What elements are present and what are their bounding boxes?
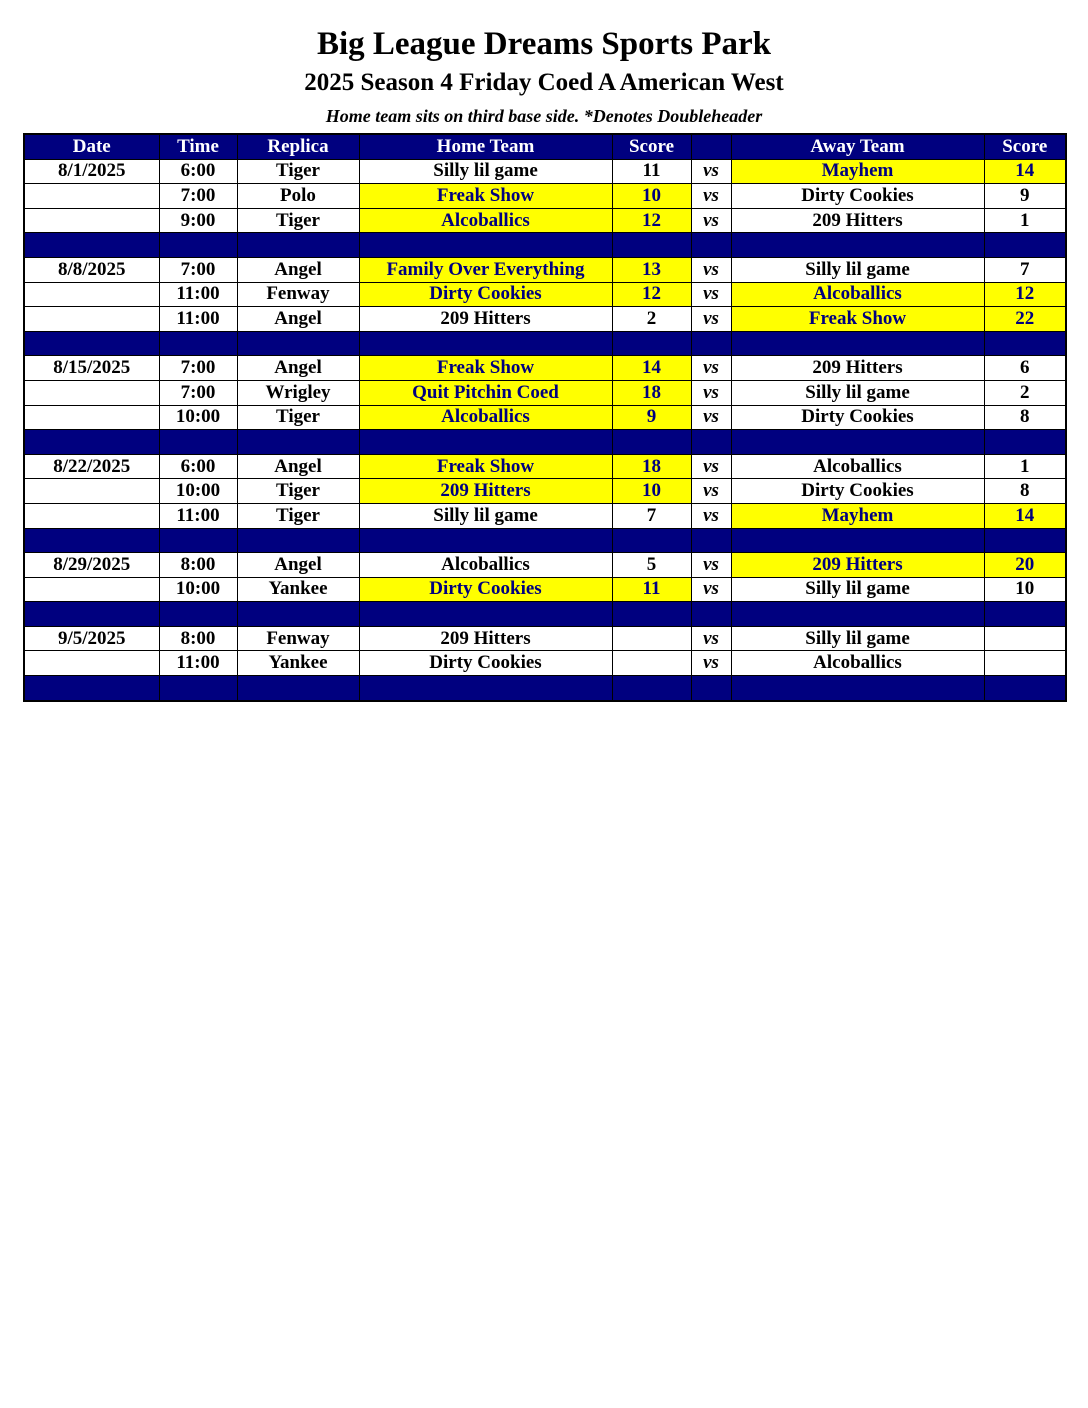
week-separator-row: [24, 331, 1066, 356]
col-header-time: Time: [159, 134, 237, 159]
separator-cell: [731, 233, 984, 258]
home-score: [612, 626, 691, 651]
vs-label: vs: [691, 257, 731, 282]
vs-label: vs: [691, 282, 731, 307]
home-team: 209 Hitters: [359, 479, 612, 504]
away-score: 20: [984, 553, 1066, 578]
game-date-empty: [24, 479, 159, 504]
week-separator-row: [24, 676, 1066, 701]
separator-cell: [24, 233, 159, 258]
away-score: 22: [984, 307, 1066, 332]
separator-cell: [691, 676, 731, 701]
home-score: 13: [612, 257, 691, 282]
home-score: 5: [612, 553, 691, 578]
game-date-empty: [24, 282, 159, 307]
separator-cell: [159, 331, 237, 356]
away-score: 9: [984, 184, 1066, 209]
vs-label: vs: [691, 208, 731, 233]
table-row: [24, 577, 1066, 602]
separator-cell: [159, 233, 237, 258]
table-row: [24, 159, 1066, 184]
vs-label: vs: [691, 405, 731, 430]
separator-cell: [159, 430, 237, 455]
separator-cell: [612, 430, 691, 455]
game-field: Fenway: [237, 282, 359, 307]
table-header-row: [24, 134, 1066, 159]
separator-cell: [612, 602, 691, 627]
home-score: 10: [612, 479, 691, 504]
col-header-date: Date: [24, 134, 159, 159]
game-date-empty: [24, 208, 159, 233]
game-time: 11:00: [159, 503, 237, 528]
separator-cell: [612, 331, 691, 356]
game-time: 7:00: [159, 356, 237, 381]
away-score: [984, 626, 1066, 651]
table-row: [24, 626, 1066, 651]
away-score: 14: [984, 159, 1066, 184]
separator-cell: [984, 430, 1066, 455]
separator-cell: [691, 430, 731, 455]
separator-cell: [612, 233, 691, 258]
game-time: 10:00: [159, 479, 237, 504]
game-field: Tiger: [237, 405, 359, 430]
home-score: 12: [612, 282, 691, 307]
game-field: Yankee: [237, 577, 359, 602]
table-row: [24, 553, 1066, 578]
away-score: 8: [984, 479, 1066, 504]
home-score: 18: [612, 380, 691, 405]
game-field: Tiger: [237, 208, 359, 233]
schedule-note: Home team sits on third base side. *Denotes Doubleheader: [325, 106, 763, 126]
vs-label: vs: [691, 356, 731, 381]
game-date: 8/29/2025: [24, 553, 159, 578]
game-date-empty: [24, 577, 159, 602]
game-time: 8:00: [159, 626, 237, 651]
game-field: Wrigley: [237, 380, 359, 405]
game-field: Angel: [237, 553, 359, 578]
separator-cell: [984, 528, 1066, 553]
col-header-replica: Replica: [237, 134, 359, 159]
vs-label: vs: [691, 479, 731, 504]
away-score: 8: [984, 405, 1066, 430]
game-field: Angel: [237, 307, 359, 332]
away-team: Silly lil game: [731, 577, 984, 602]
away-team: Mayhem: [731, 159, 984, 184]
table-row: [24, 184, 1066, 209]
home-team: Silly lil game: [359, 503, 612, 528]
separator-cell: [237, 430, 359, 455]
home-team: Dirty Cookies: [359, 651, 612, 676]
separator-cell: [612, 528, 691, 553]
schedule-table: [23, 133, 1067, 702]
separator-cell: [237, 331, 359, 356]
week-separator-row: [24, 430, 1066, 455]
home-team: Family Over Everything: [359, 257, 612, 282]
game-field: Angel: [237, 454, 359, 479]
home-team: Freak Show: [359, 184, 612, 209]
separator-cell: [984, 331, 1066, 356]
table-row: [24, 503, 1066, 528]
home-team: 209 Hitters: [359, 626, 612, 651]
home-team: Freak Show: [359, 356, 612, 381]
away-score: 12: [984, 282, 1066, 307]
vs-label: vs: [691, 651, 731, 676]
table-row: [24, 380, 1066, 405]
vs-label: vs: [691, 307, 731, 332]
game-time: 6:00: [159, 159, 237, 184]
home-team: Alcoballics: [359, 405, 612, 430]
separator-cell: [984, 602, 1066, 627]
game-date: 8/22/2025: [24, 454, 159, 479]
away-score: 14: [984, 503, 1066, 528]
home-score: [612, 651, 691, 676]
away-team: Alcoballics: [731, 651, 984, 676]
separator-cell: [359, 430, 612, 455]
table-row: [24, 282, 1066, 307]
home-team: Alcoballics: [359, 553, 612, 578]
game-field: Yankee: [237, 651, 359, 676]
game-time: 6:00: [159, 454, 237, 479]
vs-label: vs: [691, 454, 731, 479]
game-time: 10:00: [159, 577, 237, 602]
away-score: 1: [984, 454, 1066, 479]
separator-cell: [691, 602, 731, 627]
table-row: [24, 479, 1066, 504]
table-row: [24, 307, 1066, 332]
game-date-empty: [24, 405, 159, 430]
home-team: Dirty Cookies: [359, 577, 612, 602]
page-title: Big League Dreams Sports Park: [316, 26, 772, 62]
away-team: Silly lil game: [731, 257, 984, 282]
col-header-away-score: Score: [984, 134, 1066, 159]
table-row: [24, 356, 1066, 381]
col-header-home-score: Score: [612, 134, 691, 159]
table-row: [24, 405, 1066, 430]
away-team: Alcoballics: [731, 282, 984, 307]
home-score: 7: [612, 503, 691, 528]
away-team: Freak Show: [731, 307, 984, 332]
home-score: 2: [612, 307, 691, 332]
game-field: Tiger: [237, 479, 359, 504]
away-score: 7: [984, 257, 1066, 282]
home-team: Silly lil game: [359, 159, 612, 184]
game-field: Tiger: [237, 159, 359, 184]
separator-cell: [237, 233, 359, 258]
vs-label: vs: [691, 380, 731, 405]
separator-cell: [731, 331, 984, 356]
game-time: 9:00: [159, 208, 237, 233]
separator-cell: [24, 331, 159, 356]
game-time: 10:00: [159, 405, 237, 430]
separator-cell: [237, 528, 359, 553]
separator-cell: [731, 528, 984, 553]
away-team: Dirty Cookies: [731, 405, 984, 430]
schedule-body: [24, 159, 1066, 701]
separator-cell: [359, 528, 612, 553]
home-team: Quit Pitchin Coed: [359, 380, 612, 405]
col-header-away-team: Away Team: [731, 134, 984, 159]
game-field: Angel: [237, 356, 359, 381]
home-team: Freak Show: [359, 454, 612, 479]
separator-cell: [159, 602, 237, 627]
away-score: 6: [984, 356, 1066, 381]
game-field: Tiger: [237, 503, 359, 528]
separator-cell: [612, 676, 691, 701]
separator-cell: [159, 676, 237, 701]
home-team: Alcoballics: [359, 208, 612, 233]
game-time: 7:00: [159, 380, 237, 405]
vs-label: vs: [691, 159, 731, 184]
away-team: Mayhem: [731, 503, 984, 528]
away-score: 10: [984, 577, 1066, 602]
game-time: 11:00: [159, 282, 237, 307]
separator-cell: [24, 430, 159, 455]
separator-cell: [691, 331, 731, 356]
table-row: [24, 454, 1066, 479]
home-score: 18: [612, 454, 691, 479]
game-time: 11:00: [159, 307, 237, 332]
game-date-empty: [24, 503, 159, 528]
away-team: Dirty Cookies: [731, 479, 984, 504]
game-date-empty: [24, 307, 159, 332]
league-subtitle: 2025 Season 4 Friday Coed A American West: [304, 69, 784, 96]
table-row: [24, 651, 1066, 676]
away-team: 209 Hitters: [731, 356, 984, 381]
separator-cell: [731, 676, 984, 701]
game-field: Polo: [237, 184, 359, 209]
separator-cell: [24, 528, 159, 553]
week-separator-row: [24, 233, 1066, 258]
away-score: [984, 651, 1066, 676]
vs-label: vs: [691, 626, 731, 651]
home-score: 11: [612, 159, 691, 184]
game-time: 8:00: [159, 553, 237, 578]
separator-cell: [359, 331, 612, 356]
game-date-empty: [24, 651, 159, 676]
home-score: 10: [612, 184, 691, 209]
vs-label: vs: [691, 184, 731, 209]
game-field: Angel: [237, 257, 359, 282]
game-date: 8/15/2025: [24, 356, 159, 381]
col-header-vs: [691, 134, 731, 159]
separator-cell: [691, 233, 731, 258]
separator-cell: [731, 430, 984, 455]
separator-cell: [237, 602, 359, 627]
vs-label: vs: [691, 553, 731, 578]
game-date-empty: [24, 184, 159, 209]
separator-cell: [24, 676, 159, 701]
game-date: 8/8/2025: [24, 257, 159, 282]
week-separator-row: [24, 528, 1066, 553]
home-team: 209 Hitters: [359, 307, 612, 332]
separator-cell: [359, 676, 612, 701]
home-score: 11: [612, 577, 691, 602]
game-field: Fenway: [237, 626, 359, 651]
away-team: 209 Hitters: [731, 553, 984, 578]
game-time: 7:00: [159, 257, 237, 282]
away-score: 1: [984, 208, 1066, 233]
home-team: Dirty Cookies: [359, 282, 612, 307]
away-team: 209 Hitters: [731, 208, 984, 233]
week-separator-row: [24, 602, 1066, 627]
table-row: [24, 208, 1066, 233]
col-header-home-team: Home Team: [359, 134, 612, 159]
separator-cell: [984, 233, 1066, 258]
vs-label: vs: [691, 577, 731, 602]
away-team: Silly lil game: [731, 380, 984, 405]
separator-cell: [159, 528, 237, 553]
game-date-empty: [24, 380, 159, 405]
vs-label: vs: [691, 503, 731, 528]
away-team: Alcoballics: [731, 454, 984, 479]
away-team: Silly lil game: [731, 626, 984, 651]
separator-cell: [24, 602, 159, 627]
home-score: 14: [612, 356, 691, 381]
game-time: 11:00: [159, 651, 237, 676]
separator-cell: [731, 602, 984, 627]
away-team: Dirty Cookies: [731, 184, 984, 209]
game-time: 7:00: [159, 184, 237, 209]
separator-cell: [237, 676, 359, 701]
home-score: 12: [612, 208, 691, 233]
separator-cell: [359, 233, 612, 258]
separator-cell: [984, 676, 1066, 701]
home-score: 9: [612, 405, 691, 430]
away-score: 2: [984, 380, 1066, 405]
game-date: 8/1/2025: [24, 159, 159, 184]
separator-cell: [359, 602, 612, 627]
game-date: 9/5/2025: [24, 626, 159, 651]
table-row: [24, 257, 1066, 282]
separator-cell: [691, 528, 731, 553]
